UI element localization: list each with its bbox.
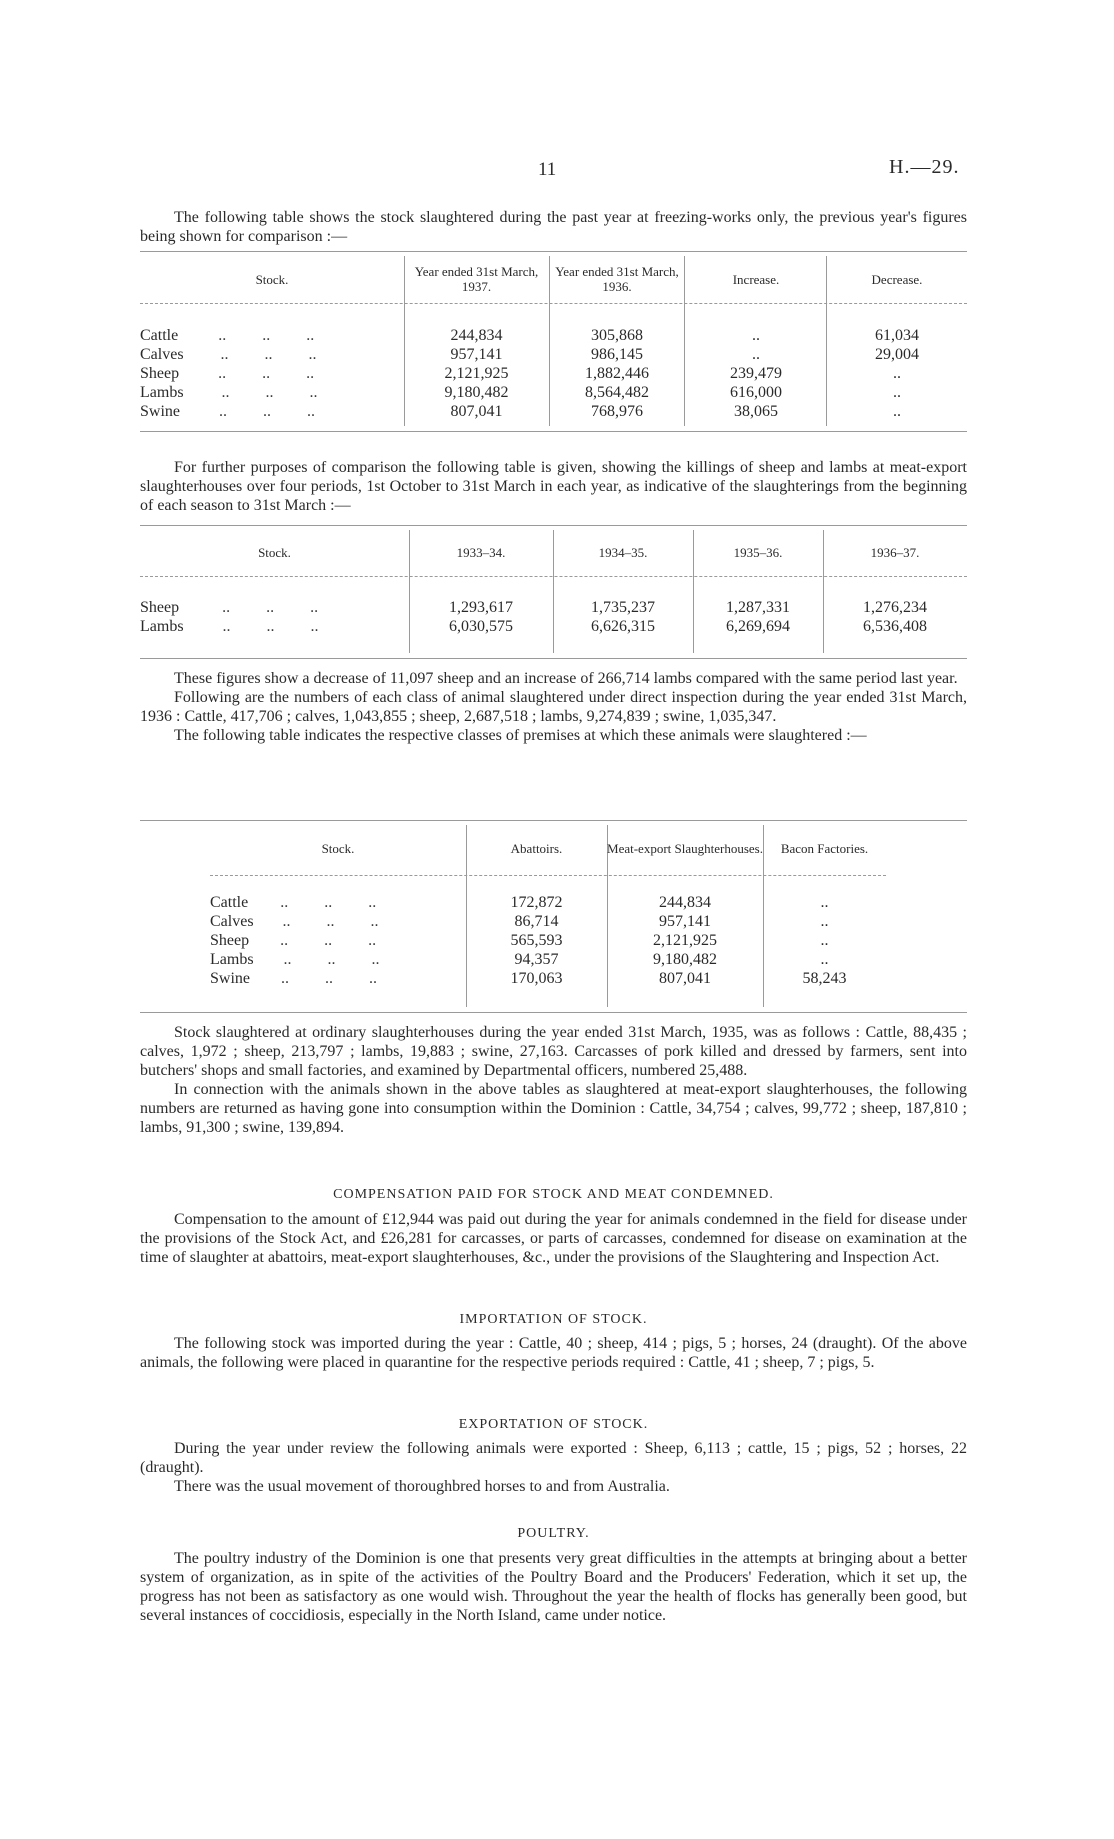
table1-bottom-rule <box>140 431 967 432</box>
col-header-1934-35: 1934–35. <box>598 544 648 560</box>
table3-bottom-rule <box>140 1012 967 1013</box>
col-header-bacon: Bacon Factories. <box>780 840 869 856</box>
paragraph-block-4 <box>140 1334 967 1372</box>
table-row: Swine .. .. .. 170,063 807,041 58,243 <box>210 970 847 987</box>
page-reference: H.—29. <box>889 156 960 178</box>
col-header-meat-export: Meat-export Slaughterhouses. <box>607 840 763 856</box>
paragraph-block-3 <box>140 1210 967 1267</box>
col-header-stock: Stock. <box>255 271 289 287</box>
col-header-stock: Stock. <box>321 840 355 856</box>
col-header-1936-37: 1936–37. <box>870 544 920 560</box>
table-premises-body <box>210 893 886 988</box>
paragraph-block-5 <box>140 1439 967 1496</box>
table-row: Swine .. .. .. 807,041 768,976 38,065 .. <box>140 403 901 420</box>
paragraph-consumption: In connection with the animals shown in the above tables as slaughtered at meat-export slaughterhouses, the following numbers are returned as having gone into consumption within the Dominion : Cattle, 34,754 ; calves, 99,772 ; sheep, 187,810 ; lambs, 91,300 ; swine, 139,894. <box>140 1081 967 1136</box>
table-row: Lambs .. .. .. 6,030,575 6,626,315 6,269,694 6,536,408 <box>140 618 927 635</box>
paragraph-block-2 <box>140 1023 967 1137</box>
table-row: Sheep .. .. .. 2,121,925 1,882,446 239,479 .. <box>140 365 901 382</box>
table-row: Lambs .. .. .. 94,357 9,180,482 .. <box>210 951 829 968</box>
col-header-stock: Stock. <box>258 544 291 560</box>
col-header-increase: Increase. <box>732 271 780 287</box>
paragraph-block-1 <box>140 669 967 745</box>
heading-poultry: POULTRY. <box>517 1526 590 1541</box>
col-header-1936: Year ended 31st March, 1936. <box>555 264 679 294</box>
table2-bottom-rule <box>140 658 967 659</box>
col-header-1935-36: 1935–36. <box>733 544 783 560</box>
table-row: Cattle .. .. .. 172,872 244,834 .. <box>210 894 829 911</box>
paragraph-compensation: Compensation to the amount of £12,944 was paid out during the year for animals condemned in the field for disease under the provisions of the Stock Act, and £26,281 for carcasses, or parts of carcasses, condemned for disease on examination at the time of slaughter at abattoirs, meat-export slaughterhouses, &c., under the provisions of the Slaughtering and Inspection Act. <box>140 1211 967 1266</box>
table3-top-rule <box>140 820 967 821</box>
paragraph-exportation: During the year under review the following animals were exported : Sheep, 6,113 ; cattle, 15 ; pigs, 52 ; horses, 22 (draught). <box>140 1440 967 1476</box>
paragraph-premises: The following table indicates the respective classes of premises at which these animals were slaughtered :— <box>174 727 867 744</box>
col-header-abattoirs: Abattoirs. <box>510 840 563 856</box>
table-row: Calves .. .. .. 957,141 986,145 .. 29,004 <box>140 346 919 363</box>
heading-compensation: COMPENSATION PAID FOR STOCK AND MEAT CONDEMNED. <box>333 1187 774 1202</box>
table2-top-rule <box>140 525 967 526</box>
table-row: Sheep .. .. .. 1,293,617 1,735,237 1,287,331 1,276,234 <box>140 599 927 616</box>
paragraph-importation: The following stock was imported during the year : Cattle, 40 ; sheep, 414 ; pigs, 5 ; horses, 24 (draught). Of the above animals, the following were placed in quarantine for the respective periods required : Cattle, 41 ; sheep, 7 ; pigs, 5. <box>140 1335 967 1371</box>
paragraph-poultry: The poultry industry of the Dominion is one that presents very great difficulties in the attempts at bringing about a better system of organization, as in spite of the activities of the Poultry Board and the Producers' Federation, which it set up, the progress has not been as satisfactory as one would wish. Throughout the year the health of flocks has generally been good, but several instances of coccidiosis, especially in the North Island, came under notice. <box>140 1550 967 1624</box>
col-header-decrease: Decrease. <box>871 271 923 287</box>
col-header-1933-34: 1933–34. <box>456 544 506 560</box>
heading-exportation: EXPORTATION OF STOCK. <box>458 1417 649 1432</box>
paragraph-decrease: These figures show a decrease of 11,097 sheep and an increase of 266,714 lambs compared with the same period last year. <box>174 670 958 687</box>
table1-top-rule <box>140 251 967 252</box>
paragraph-ordinary-slaughterhouses: Stock slaughtered at ordinary slaughterhouses during the year ended 31st March, 1935, was as follows : Cattle, 88,435 ; calves, 1,972 ; sheep, 213,797 ; lambs, 19,883 ; swine, 27,163. Carcasses of pork killed and dressed by farmers, sent into butchers' shops and small factories, and examined by Departmental officers, numbered 25,488. <box>140 1024 967 1079</box>
table-season-killings-body <box>140 598 967 636</box>
table-row: Cattle .. .. .. 244,834 305,868 .. 61,034 <box>140 327 919 344</box>
intro-paragraph-2: For further purposes of comparison the following table is given, showing the killings of sheep and lambs at meat-export slaughterhouses over four periods, 1st October to 31st March in each year, as indicative of the slaughterings from the beginning of each season to 31st March :— <box>140 459 967 514</box>
table-row: Sheep .. .. .. 565,593 2,121,925 .. <box>210 932 829 949</box>
paragraph-thoroughbred: There was the usual movement of thoroughbred horses to and from Australia. <box>174 1478 670 1495</box>
col-header-1937: Year ended 31st March, 1937. <box>414 264 539 294</box>
paragraph-block-6 <box>140 1549 967 1625</box>
table-freezing-works <box>140 258 967 421</box>
table-row: Calves .. .. .. 86,714 957,141 .. <box>210 913 829 930</box>
paragraph-following: Following are the numbers of each class of animal slaughtered under direct inspection during the year ended 31st March, 1936 : Cattle, 417,706 ; calves, 1,043,855 ; sheep, 2,687,518 ; lambs, 9,274,839 ; swine, 1,035,347. <box>140 689 967 725</box>
intro-paragraph-1: The following table shows the stock slaughtered during the past year at freezing-works only, the previous year's figures being shown for comparison :— <box>140 209 967 245</box>
heading-importation: IMPORTATION OF STOCK. <box>459 1312 648 1327</box>
table-premises <box>210 826 886 893</box>
table-row: Lambs .. .. .. 9,180,482 8,564,482 616,000 .. <box>140 384 901 401</box>
page-number: 11 <box>538 159 557 180</box>
